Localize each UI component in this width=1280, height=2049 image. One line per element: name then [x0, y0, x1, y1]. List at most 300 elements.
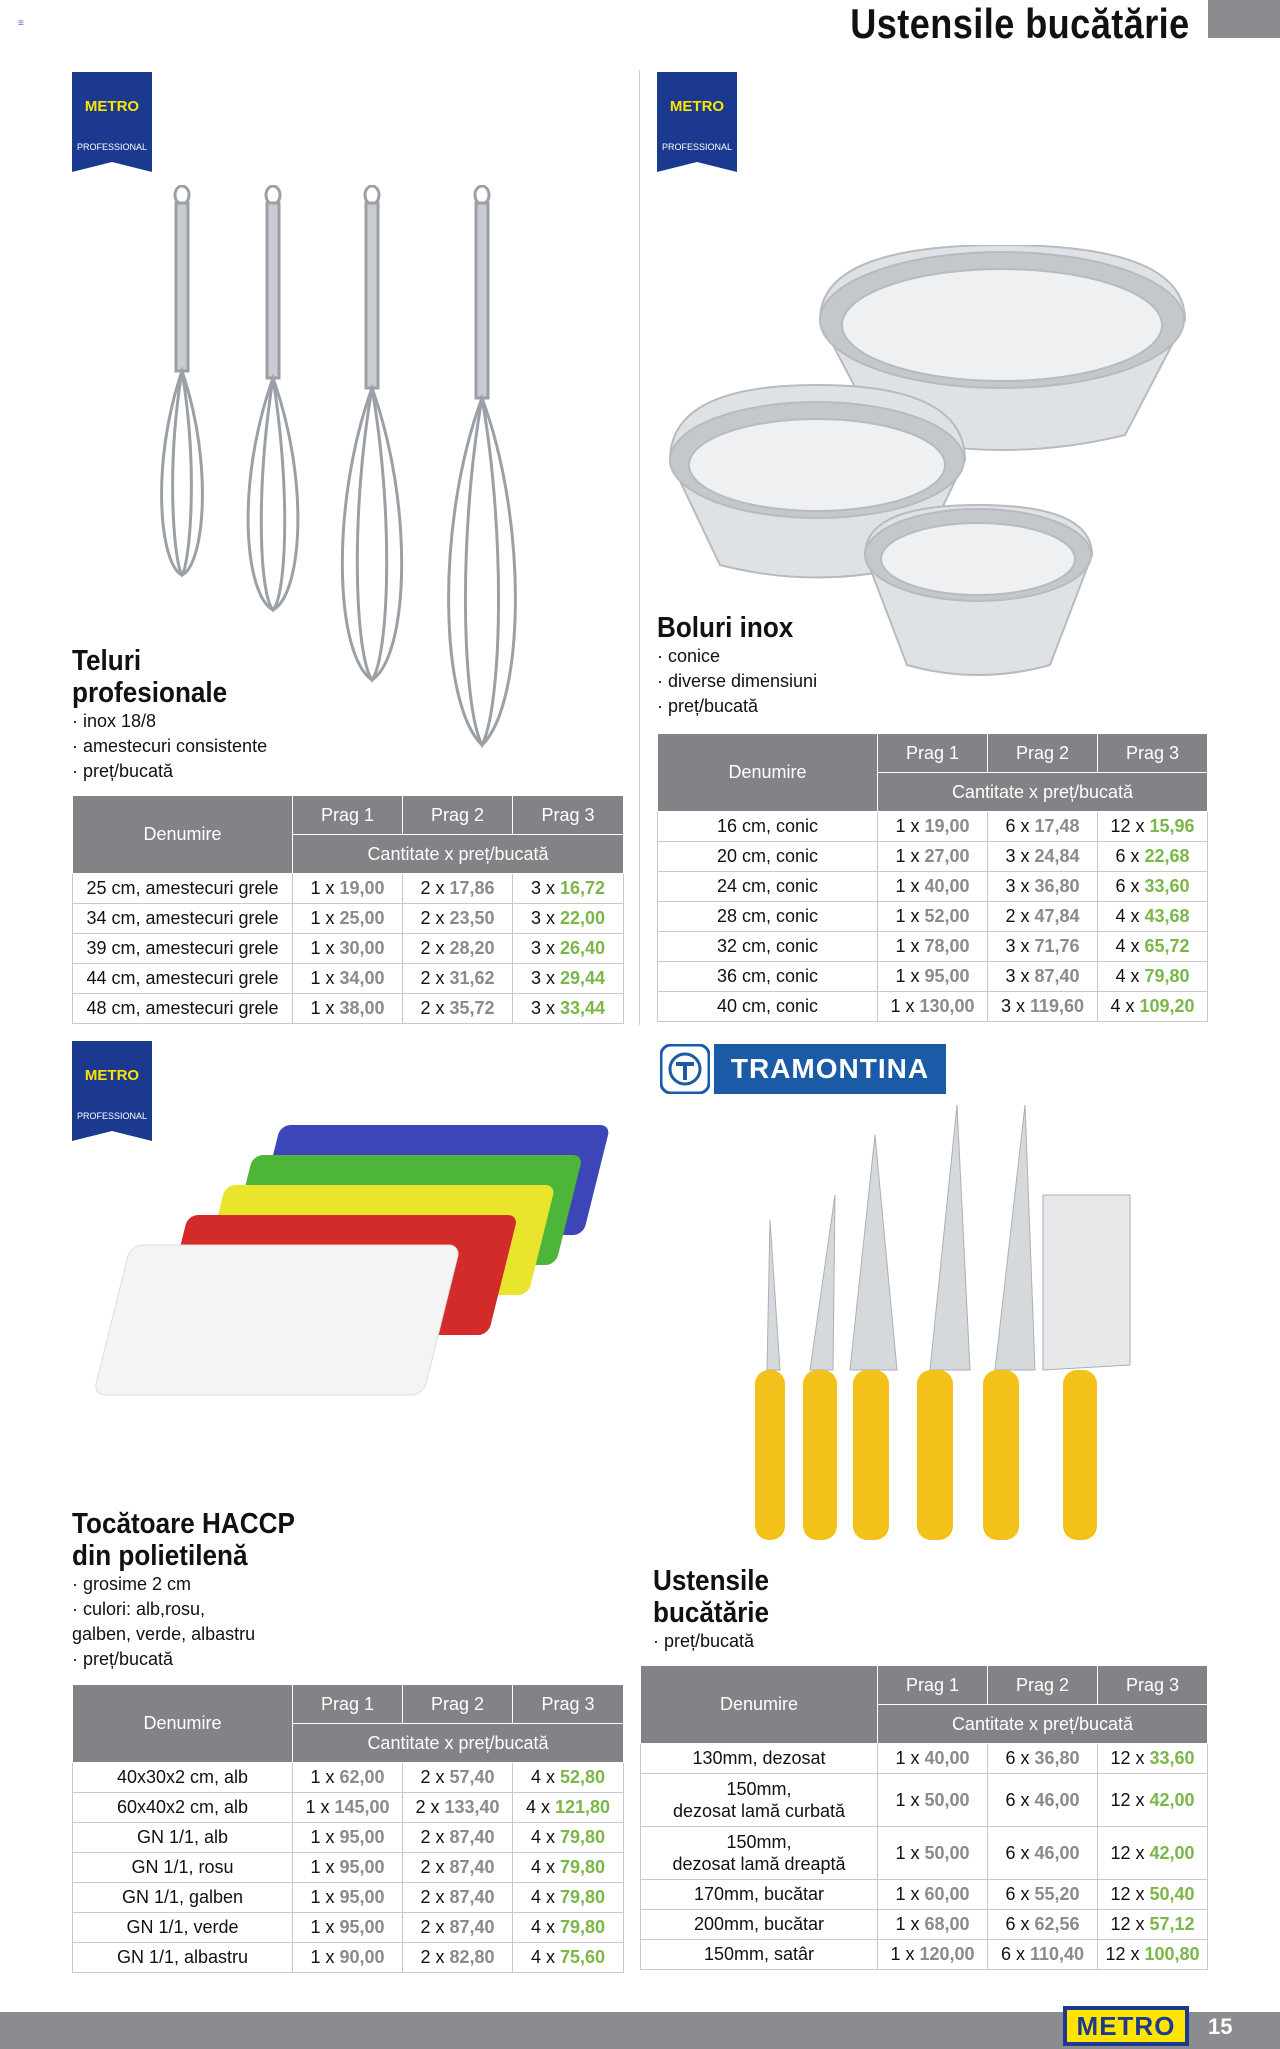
bullet: · preț/bucată	[657, 696, 759, 716]
row-name: 150mm, satâr	[641, 1940, 878, 1970]
quantity: 1 x	[895, 1842, 920, 1863]
quantity: 2 x	[420, 878, 445, 898]
price: 50,40	[1149, 1884, 1195, 1904]
quantity: 3 x	[1005, 846, 1030, 866]
price: 82,80	[449, 1947, 495, 1967]
boards-title	[72, 1508, 295, 1572]
quantity: 2 x	[420, 908, 445, 928]
bowls-title	[657, 612, 801, 644]
quantity: 4 x	[530, 1857, 555, 1877]
price: 42,00	[1149, 1789, 1195, 1810]
quantity: 12 x	[1110, 1842, 1145, 1863]
whisks-bullets	[72, 709, 267, 784]
bullet: · amestecuri consistente	[72, 736, 268, 756]
price: 52,00	[924, 906, 970, 926]
table-row	[658, 992, 1208, 1022]
quantity: 3 x	[530, 878, 555, 898]
col-header-prag1: Prag 1	[878, 1666, 988, 1705]
quantity: 2 x	[420, 968, 445, 988]
quantity: 12 x	[1105, 1944, 1140, 1964]
table-row	[658, 842, 1208, 872]
col-header-name: Denumire	[73, 796, 293, 874]
column-divider	[639, 70, 640, 1025]
knives-info	[653, 1565, 782, 1654]
price: 109,20	[1139, 996, 1195, 1016]
quantity: 2 x	[415, 1797, 440, 1817]
quantity: 12 x	[1110, 816, 1145, 836]
badge-brand: METRO	[84, 98, 140, 115]
col-header-prag2: Prag 2	[403, 796, 513, 835]
price: 95,00	[339, 1887, 385, 1907]
price: 87,40	[449, 1917, 495, 1937]
prag1-cell	[293, 1943, 403, 1973]
row-name: 130mm, dezosat	[641, 1744, 878, 1774]
price: 31,62	[449, 968, 495, 988]
prag2-cell	[988, 872, 1098, 902]
row-name: 32 cm, conic	[658, 932, 878, 962]
prag2-cell	[403, 934, 513, 964]
row-name: 170mm, bucătar	[641, 1880, 878, 1910]
table-row	[641, 1880, 1208, 1910]
col-subheader: Cantitate x preț/bucată	[293, 835, 624, 874]
price: 110,40	[1029, 1944, 1085, 1964]
quantity: 1 x	[895, 816, 920, 836]
quantity: 12 x	[1110, 1789, 1145, 1810]
quantity: 1 x	[895, 1789, 920, 1810]
price: 95,00	[339, 1857, 385, 1877]
price: 60,00	[924, 1884, 970, 1904]
bullet: · culori: alb,rosu,	[72, 1599, 206, 1619]
row-name: 24 cm, conic	[658, 872, 878, 902]
col-header-prag3: Prag 3	[1098, 734, 1208, 773]
quantity: 6 x	[1005, 1842, 1030, 1863]
price: 27,00	[924, 846, 970, 866]
row-name: 28 cm, conic	[658, 902, 878, 932]
quantity: 3 x	[530, 938, 555, 958]
prag3-cell	[513, 904, 624, 934]
prag1-cell	[878, 842, 988, 872]
price: 38,00	[339, 998, 385, 1018]
table-row	[73, 964, 624, 994]
knives-title	[653, 1565, 769, 1629]
prag1-cell	[293, 1823, 403, 1853]
col-subheader: Cantitate x preț/bucată	[878, 773, 1208, 812]
col-header-prag3: Prag 3	[513, 796, 624, 835]
quantity: 1 x	[310, 968, 335, 988]
quantity: 6 x	[1005, 1748, 1030, 1768]
prag1-cell	[878, 902, 988, 932]
table-row	[73, 994, 624, 1024]
prag1-cell	[293, 904, 403, 934]
quantity: 2 x	[420, 938, 445, 958]
badge-sub: PROFESSIONAL	[76, 142, 148, 152]
price: 68,00	[924, 1914, 970, 1934]
metro-logo-text: METRO	[1067, 2010, 1185, 2042]
price: 133,40	[444, 1797, 500, 1817]
col-header-prag1: Prag 1	[293, 1685, 403, 1724]
quantity: 12 x	[1110, 1914, 1145, 1934]
prag2-cell	[403, 964, 513, 994]
page-number: 15	[1208, 2014, 1233, 2039]
knives-image	[725, 1100, 1145, 1550]
row-name: 40x30x2 cm, alb	[73, 1763, 293, 1793]
title-line: bucătărie	[653, 1597, 770, 1629]
quantity: 4 x	[1115, 966, 1140, 986]
prag2-cell	[403, 1823, 513, 1853]
prag1-cell	[293, 1913, 403, 1943]
price: 75,60	[559, 1947, 606, 1967]
table-row	[641, 1940, 1208, 1970]
quantity: 4 x	[1115, 906, 1140, 926]
price: 19,00	[339, 878, 385, 898]
prag2-cell	[403, 874, 513, 904]
whisks-info	[72, 645, 267, 784]
price: 50,00	[924, 1789, 970, 1810]
quantity: 1 x	[895, 936, 920, 956]
prag2-cell	[988, 842, 1098, 872]
boards-price-table	[72, 1684, 624, 1973]
row-name: 25 cm, amestecuri grele	[73, 874, 293, 904]
row-name: 39 cm, amestecuri grele	[73, 934, 293, 964]
bullet: · preț/bucată	[72, 761, 174, 781]
price: 65,72	[1144, 936, 1190, 956]
col-header-prag3: Prag 3	[513, 1685, 624, 1724]
row-name: 150mm, dezosat lamă dreaptă	[641, 1827, 878, 1880]
quantity: 1 x	[895, 846, 920, 866]
prag1-cell	[293, 1793, 403, 1823]
badge-brand: METRO	[669, 98, 725, 115]
title-line: Boluri inox	[657, 612, 794, 644]
prag3-cell	[1098, 1744, 1208, 1774]
quantity: 1 x	[895, 906, 920, 926]
quantity: 4 x	[530, 1887, 555, 1907]
prag2-cell	[988, 1827, 1098, 1880]
price: 29,44	[559, 968, 606, 988]
price: 36,80	[1034, 1748, 1080, 1768]
price: 121,80	[554, 1797, 611, 1817]
price: 119,60	[1029, 996, 1085, 1016]
quantity: 6 x	[1005, 1789, 1030, 1810]
prag3-cell	[1098, 842, 1208, 872]
row-name: 48 cm, amestecuri grele	[73, 994, 293, 1024]
col-header-name: Denumire	[73, 1685, 293, 1763]
price: 22,68	[1144, 846, 1190, 866]
quantity: 2 x	[420, 1917, 445, 1937]
badge-sub: PROFESSIONAL	[76, 1111, 148, 1121]
price: 95,00	[339, 1917, 385, 1937]
prag1-cell	[878, 1910, 988, 1940]
bullet: galben, verde, albastru	[72, 1624, 256, 1644]
price: 52,80	[559, 1767, 606, 1787]
price: 42,00	[1149, 1842, 1195, 1863]
knives-bullets	[653, 1629, 782, 1654]
table-row	[658, 902, 1208, 932]
table-row	[73, 1763, 624, 1793]
prag3-cell	[513, 964, 624, 994]
price: 87,40	[449, 1887, 495, 1907]
bullet: · conice	[657, 646, 721, 666]
price: 95,00	[924, 966, 970, 986]
quantity: 2 x	[1005, 906, 1030, 926]
prag1-cell	[878, 1880, 988, 1910]
table-row	[73, 1823, 624, 1853]
price: 87,40	[449, 1827, 495, 1847]
price: 50,00	[924, 1842, 970, 1863]
prag1-cell	[293, 964, 403, 994]
price: 71,76	[1034, 936, 1080, 956]
table-row	[73, 1883, 624, 1913]
price: 100,80	[1144, 1944, 1200, 1964]
title-line: din polietilenă	[72, 1540, 248, 1572]
price: 40,00	[924, 876, 970, 896]
title-accent-bar	[1208, 0, 1280, 38]
table-row	[641, 1774, 1208, 1827]
price: 145,00	[334, 1797, 390, 1817]
quantity: 2 x	[420, 1887, 445, 1907]
bowls-bullets	[657, 644, 817, 719]
knives-price-table	[640, 1665, 1208, 1970]
prag2-cell	[403, 1913, 513, 1943]
price: 87,40	[1034, 966, 1080, 986]
quantity: 6 x	[1005, 1884, 1030, 1904]
col-header-name: Denumire	[658, 734, 878, 812]
whisks-price-table	[72, 795, 624, 1024]
quantity: 1 x	[310, 878, 335, 898]
boards-info	[72, 1508, 320, 1672]
price: 24,84	[1034, 846, 1080, 866]
quantity: 12 x	[1110, 1748, 1145, 1768]
price: 35,72	[449, 998, 495, 1018]
quantity: 2 x	[420, 1857, 445, 1877]
prag3-cell	[1098, 1827, 1208, 1880]
row-name: 20 cm, conic	[658, 842, 878, 872]
prag1-cell	[878, 932, 988, 962]
col-header-prag3: Prag 3	[1098, 1666, 1208, 1705]
price: 26,40	[559, 938, 606, 958]
prag2-cell	[988, 932, 1098, 962]
price: 15,96	[1149, 816, 1195, 836]
quantity: 6 x	[1115, 846, 1140, 866]
col-header-prag2: Prag 2	[403, 1685, 513, 1724]
prag2-cell	[988, 1880, 1098, 1910]
badge-brand: METRO	[84, 1067, 140, 1084]
quantity: 6 x	[1005, 816, 1030, 836]
quantity: 1 x	[890, 996, 915, 1016]
row-name: 40 cm, conic	[658, 992, 878, 1022]
prag3-cell	[513, 1913, 624, 1943]
price: 19,00	[924, 816, 970, 836]
quantity: 2 x	[420, 1827, 445, 1847]
col-header-prag2: Prag 2	[988, 1666, 1098, 1705]
row-name: 16 cm, conic	[658, 812, 878, 842]
prag1-cell	[878, 1744, 988, 1774]
table-row	[73, 1793, 624, 1823]
price: 33,60	[1144, 876, 1190, 896]
price: 46,00	[1034, 1789, 1080, 1810]
price: 30,00	[339, 938, 385, 958]
price: 34,00	[339, 968, 385, 988]
table-row	[73, 874, 624, 904]
tramontina-wordmark: TRAMONTINA	[714, 1044, 946, 1094]
prag1-cell	[293, 934, 403, 964]
prag2-cell	[403, 1943, 513, 1973]
quantity: 3 x	[1005, 936, 1030, 956]
price: 22,00	[559, 908, 606, 928]
prag1-cell	[878, 872, 988, 902]
quantity: 1 x	[310, 1947, 335, 1967]
prag2-cell	[988, 962, 1098, 992]
price: 95,00	[339, 1827, 385, 1847]
quantity: 1 x	[895, 1914, 920, 1934]
prag3-cell	[513, 1853, 624, 1883]
quantity: 6 x	[1005, 1914, 1030, 1934]
quantity: 1 x	[310, 908, 335, 928]
price: 62,56	[1034, 1914, 1080, 1934]
table-row	[658, 812, 1208, 842]
price: 36,80	[1034, 876, 1080, 896]
prag2-cell	[988, 1910, 1098, 1940]
header-row	[73, 1685, 624, 1724]
row-name: 60x40x2 cm, alb	[73, 1793, 293, 1823]
title-line: Tocătoare HACCP	[72, 1508, 295, 1540]
col-subheader: Cantitate x preț/bucată	[293, 1724, 624, 1763]
prag3-cell	[513, 1943, 624, 1973]
quantity: 4 x	[1110, 996, 1135, 1016]
bullet: · preț/bucată	[653, 1631, 755, 1651]
price: 79,80	[1144, 966, 1190, 986]
table-row	[658, 962, 1208, 992]
header-row	[641, 1666, 1208, 1705]
metro-professional-badge	[72, 72, 152, 180]
price: 79,80	[559, 1857, 606, 1877]
quantity: 2 x	[420, 1947, 445, 1967]
table-row	[658, 932, 1208, 962]
prag3-cell	[1098, 812, 1208, 842]
price: 57,12	[1149, 1914, 1195, 1934]
quantity: 3 x	[530, 968, 555, 988]
quantity: 1 x	[895, 1748, 920, 1768]
row-name: 36 cm, conic	[658, 962, 878, 992]
metro-logo	[1063, 2006, 1189, 2046]
prag3-cell	[1098, 932, 1208, 962]
badge-sub: PROFESSIONAL	[661, 142, 733, 152]
title-line: profesionale	[72, 677, 228, 709]
price: 120,00	[919, 1944, 975, 1964]
price: 79,80	[559, 1887, 606, 1907]
row-name: 200mm, bucătar	[641, 1910, 878, 1940]
cutting-boards-image	[88, 1095, 628, 1445]
header-row	[658, 734, 1208, 773]
prag3-cell	[1098, 962, 1208, 992]
prag1-cell	[878, 992, 988, 1022]
quantity: 1 x	[310, 938, 335, 958]
quantity: 2 x	[420, 1767, 445, 1787]
prag3-cell	[513, 934, 624, 964]
prag1-cell	[293, 994, 403, 1024]
quantity: 3 x	[1005, 876, 1030, 896]
price: 17,86	[449, 878, 495, 898]
bullet: · diverse dimensiuni	[657, 671, 818, 691]
prag1-cell	[293, 1883, 403, 1913]
table-row	[641, 1744, 1208, 1774]
prag1-cell	[878, 1827, 988, 1880]
table-row	[73, 1913, 624, 1943]
price: 62,00	[339, 1767, 385, 1787]
tramontina-logo	[660, 1044, 946, 1094]
col-header-prag1: Prag 1	[293, 796, 403, 835]
bowls-price-table	[657, 733, 1208, 1022]
quantity: 4 x	[525, 1797, 550, 1817]
quantity: 1 x	[890, 1944, 915, 1964]
price: 33,44	[559, 998, 606, 1018]
header-row	[73, 796, 624, 835]
quantity: 3 x	[1005, 966, 1030, 986]
quantity: 12 x	[1110, 1884, 1145, 1904]
row-name: GN 1/1, albastru	[73, 1943, 293, 1973]
price: 90,00	[339, 1947, 385, 1967]
bowls-info	[657, 612, 817, 719]
table-row	[73, 934, 624, 964]
prag3-cell	[513, 1763, 624, 1793]
quantity: 1 x	[310, 1857, 335, 1877]
prag2-cell	[988, 1940, 1098, 1970]
prag2-cell	[988, 1774, 1098, 1827]
row-name: GN 1/1, rosu	[73, 1853, 293, 1883]
prag1-cell	[878, 1940, 988, 1970]
table-row	[73, 904, 624, 934]
price: 47,84	[1034, 906, 1080, 926]
prag1-cell	[293, 1763, 403, 1793]
price: 46,00	[1034, 1842, 1080, 1863]
quantity: 1 x	[310, 1887, 335, 1907]
prag2-cell	[988, 812, 1098, 842]
quantity: 4 x	[530, 1827, 555, 1847]
quantity: 4 x	[530, 1917, 555, 1937]
title-line: Teluri	[72, 645, 142, 677]
title-line: Ustensile	[653, 1565, 770, 1597]
col-subheader: Cantitate x preț/bucată	[878, 1705, 1208, 1744]
price: 40,00	[924, 1748, 970, 1768]
row-name: GN 1/1, verde	[73, 1913, 293, 1943]
prag3-cell	[513, 874, 624, 904]
quantity: 1 x	[310, 1767, 335, 1787]
page-title: Ustensile bucătărie	[850, 0, 1190, 47]
price: 28,20	[449, 938, 495, 958]
quantity: 4 x	[530, 1947, 555, 1967]
prag2-cell	[403, 994, 513, 1024]
menu-icon[interactable]: ≡	[18, 18, 24, 29]
price: 79,80	[559, 1827, 606, 1847]
table-row	[641, 1910, 1208, 1940]
prag3-cell	[513, 1823, 624, 1853]
quantity: 1 x	[305, 1797, 330, 1817]
price: 25,00	[339, 908, 385, 928]
quantity: 6 x	[1115, 876, 1140, 896]
quantity: 1 x	[310, 998, 335, 1018]
col-header-prag2: Prag 2	[988, 734, 1098, 773]
price: 43,68	[1144, 906, 1190, 926]
boards-bullets	[72, 1572, 320, 1672]
prag3-cell	[1098, 1910, 1208, 1940]
price: 57,40	[449, 1767, 495, 1787]
row-name: 150mm, dezosat lamă curbată	[641, 1774, 878, 1827]
price: 17,48	[1034, 816, 1080, 836]
table-row	[658, 872, 1208, 902]
prag2-cell	[988, 902, 1098, 932]
prag1-cell	[878, 1774, 988, 1827]
price: 23,50	[449, 908, 495, 928]
quantity: 2 x	[420, 998, 445, 1018]
